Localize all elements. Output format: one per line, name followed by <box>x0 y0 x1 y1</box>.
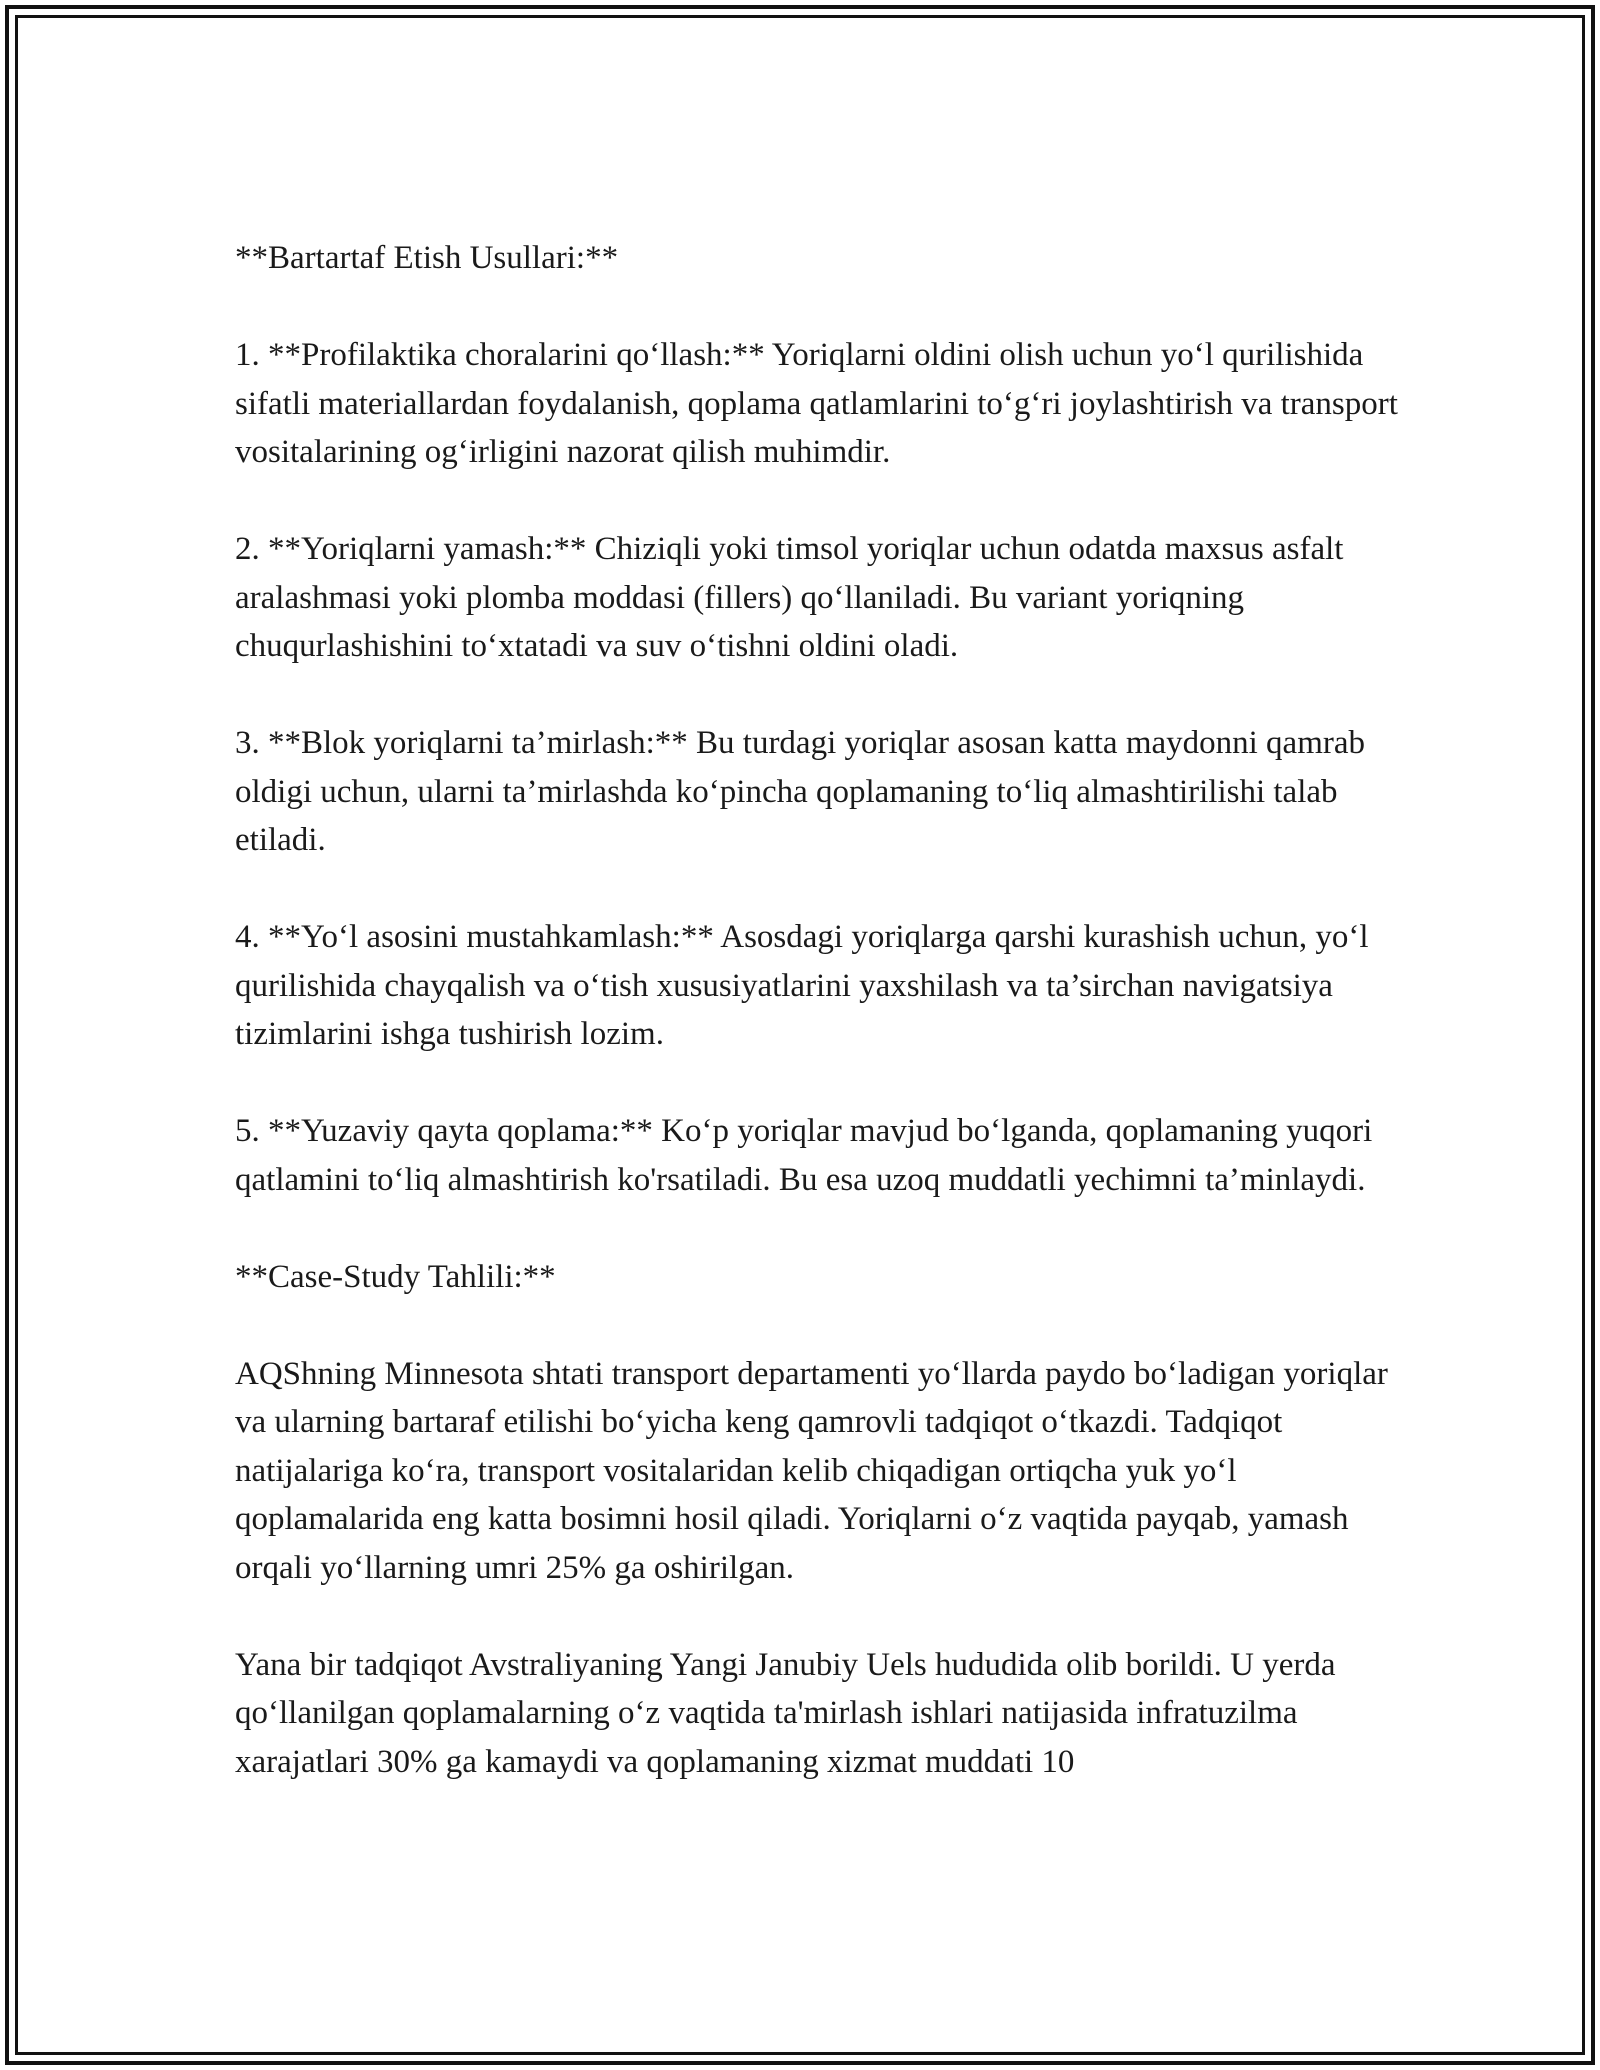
case-study-paragraph-2: Yana bir tadqiqot Avstraliyaning Yangi Janubiy Uels hududida olib borildi. U yerda qo‘llanilgan qoplamalarning o‘z vaqtida ta'mirlash ishlari natijasida infratuzilma xarajatlari 30% ga kamaydi va qoplamaning xizmat muddati 10 <box>235 1646 1336 1780</box>
method-item-1: 1. **Profilaktika choralarini qo‘llash:** Yoriqlarni oldini olish uchun yo‘l qurilishida sifatli materiallardan foydalanish, qoplama qatlamlarini to‘g‘ri joylashtirish va transport vositalarining og‘irligini nazorat qilish muhimdir. <box>235 337 1398 470</box>
document-body <box>235 234 1415 1786</box>
method-item-4: 4. **Yo‘l asosini mustahkamlash:** Asosdagi yoriqlarga qarshi kurashish uchun, yo‘l qurilishida chayqalish va o‘tish xususiyatlarini yaxshilash va ta’sirchan navigatsiya tizimlarini ishga tushirish lozim. <box>235 919 1369 1052</box>
methods-heading: **Bartartaf Etish Usullari:** <box>235 240 619 276</box>
method-item-2: 2. **Yoriqlarni yamash:** Chiziqli yoki timsol yoriqlar uchun odatda maxsus asfalt aralashmasi yoki plomba moddasi (fillers) qo‘llaniladi. Bu variant yoriqning chuqurlashishini to‘xtatadi va suv o‘tishni oldini oladi. <box>235 531 1344 664</box>
case-study-heading: **Case-Study Tahlili:** <box>235 1258 556 1295</box>
method-item-5: 5. **Yuzaviy qayta qoplama:** Ko‘p yoriqlar mavjud bo‘lganda, qoplamaning yuqori qatlamini to‘liq almashtirish ko'rsatiladi. Bu esa uzoq muddatli yechimni ta’minlaydi. <box>235 1113 1373 1198</box>
case-study-paragraph-1: AQShning Minnesota shtati transport departamenti yo‘llarda paydo bo‘ladigan yoriqlar va ularning bartaraf etilishi bo‘yicha keng qamrovli tadqiqot o‘tkazdi. Tadqiqot natijalariga ko‘ra, transport vositalaridan kelib chiqadigan ortiqcha yuk yo‘l qoplamalarida eng katta bosimni hosil qiladi. Yoriqlarni o‘z vaqtida payqab, yamash orqali yo‘llarning umri 25% ga oshirilgan. <box>235 1355 1388 1586</box>
method-item-3: 3. **Blok yoriqlarni ta’mirlash:** Bu turdagi yoriqlar asosan katta maydonni qamrab oldigi uchun, ularni ta’mirlashda ko‘pincha qoplamaning to‘liq almashtirilishi talab etiladi. <box>235 725 1366 858</box>
